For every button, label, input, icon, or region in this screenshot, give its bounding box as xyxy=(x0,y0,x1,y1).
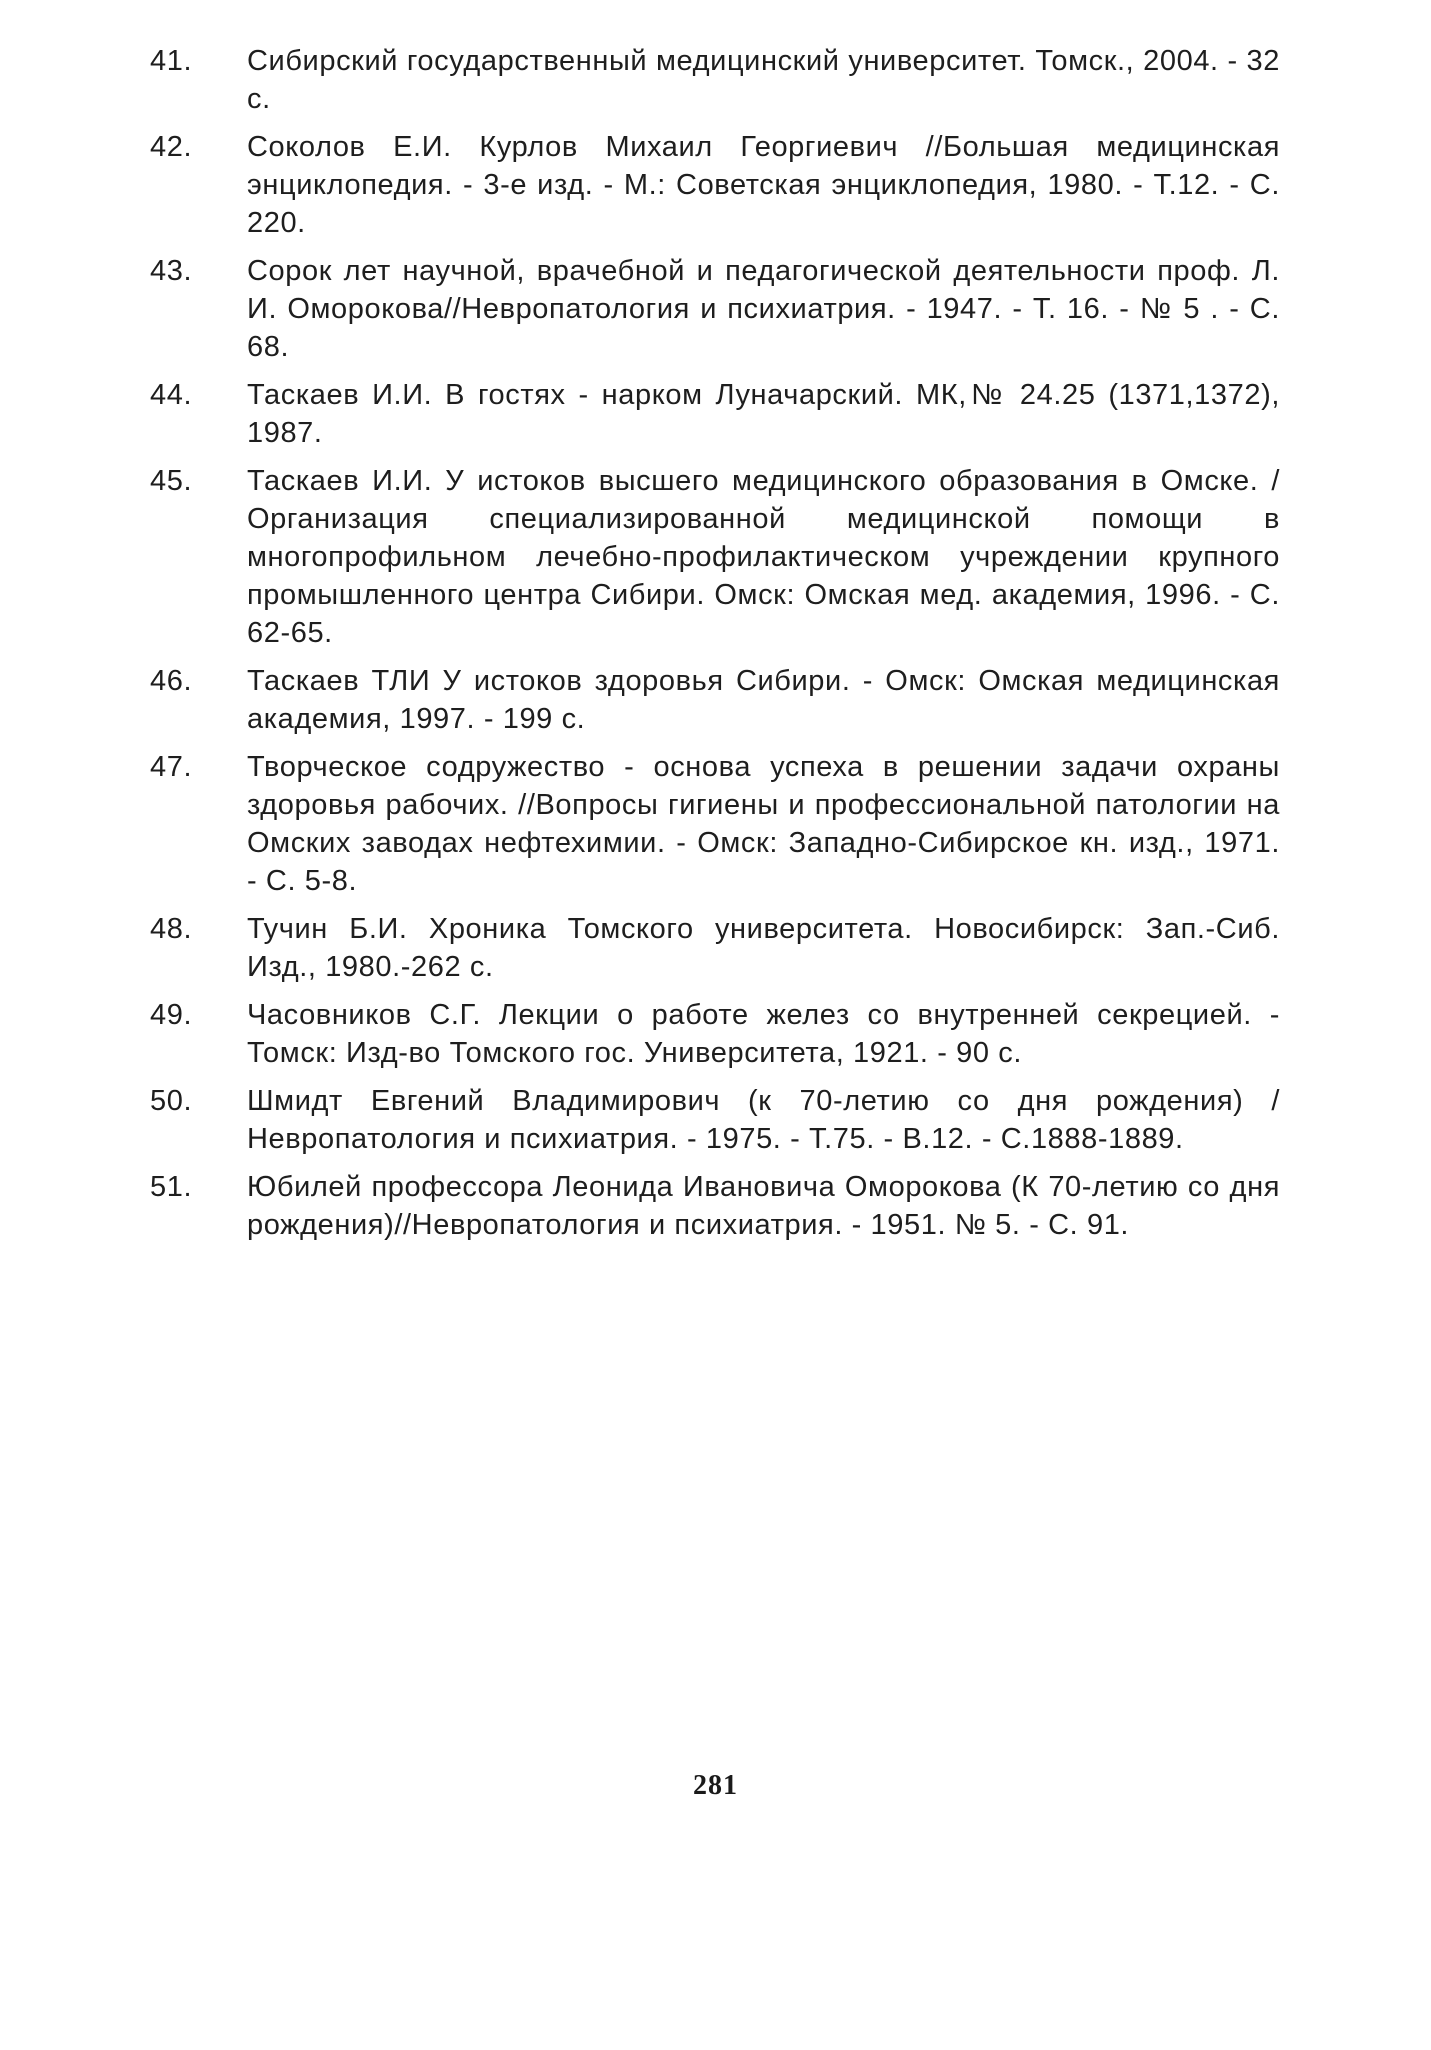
reference-item xyxy=(150,376,1280,452)
reference-number: 48. xyxy=(150,913,193,945)
reference-item xyxy=(150,128,1280,242)
reference-text: Сорок лет научной, врачебной и педагогической деятельности проф. Л. И. Оморокова//Невропатология и психиатрия. - 1947. - Т. 16. - № 5 . - С. 68. xyxy=(247,255,1280,363)
reference-text: Таскаев И.И. У истоков высшего медицинского образования в Омске. / Организация специализированной медицинской помощи в многопрофильном лечебно-профилактическом учреждении крупного промышленного центра Сибири. Омск: Омская мед. академия, 1996. - С. 62-65. xyxy=(247,465,1280,649)
page-number: 281 xyxy=(693,1770,738,1801)
reference-number: 45. xyxy=(150,465,193,497)
reference-number: 44. xyxy=(150,379,193,411)
reference-text: Юбилей профессора Леонида Ивановича Оморокова (К 70-летию со дня рождения)//Невропатология и психиатрия. - 1951. № 5. - С. 91. xyxy=(247,1171,1280,1241)
reference-item xyxy=(150,252,1280,366)
reference-text: Часовников С.Г. Лекции о работе желез со внутренней секрецией. - Томск: Изд-во Томского гос. Университета, 1921. - 90 с. xyxy=(247,999,1280,1069)
reference-item xyxy=(150,462,1280,652)
reference-number: 42. xyxy=(150,131,193,163)
reference-item xyxy=(150,748,1280,900)
reference-list xyxy=(150,42,1280,1254)
reference-number: 50. xyxy=(150,1085,193,1117)
reference-text: Таскаев ТЛИ У истоков здоровья Сибири. - Омск: Омская медицинская академия, 1997. - 199 с. xyxy=(247,665,1280,735)
reference-number: 43. xyxy=(150,255,193,287)
reference-item xyxy=(150,662,1280,738)
reference-number: 51. xyxy=(150,1171,193,1203)
reference-item xyxy=(150,1168,1280,1244)
reference-item xyxy=(150,996,1280,1072)
reference-number: 41. xyxy=(150,45,193,77)
reference-text: Сибирский государственный медицинский университет. Томск., 2004. - 32 с. xyxy=(247,45,1280,115)
reference-item xyxy=(150,910,1280,986)
reference-number: 49. xyxy=(150,999,193,1031)
reference-text: Соколов Е.И. Курлов Михаил Георгиевич //Большая медицинская энциклопедия. - 3-е изд. - М.: Советская энциклопедия, 1980. - Т.12. - С. 220. xyxy=(247,131,1280,239)
reference-number: 46. xyxy=(150,665,193,697)
reference-text: Тучин Б.И. Хроника Томского университета. Новосибирск: Зап.-Сиб. Изд., 1980.-262 с. xyxy=(247,913,1280,983)
reference-item xyxy=(150,42,1280,118)
reference-item xyxy=(150,1082,1280,1158)
reference-text: Шмидт Евгений Владимирович (к 70-летию со дня рождения) / Невропатология и психиатрия. - 1975. - Т.75. - В.12. - С.1888-1889. xyxy=(247,1085,1280,1155)
reference-text: Таскаев И.И. В гостях - нарком Луначарский. МК,№ 24.25 (1371,1372), 1987. xyxy=(247,379,1280,449)
reference-text: Творческое содружество - основа успеха в решении задачи охраны здоровья рабочих. //Вопросы гигиены и профессиональной патологии на Омских заводах нефтехимии. - Омск: Западно-Сибирское кн. изд., 1971. - С. 5-8. xyxy=(247,751,1280,897)
reference-number: 47. xyxy=(150,751,193,783)
